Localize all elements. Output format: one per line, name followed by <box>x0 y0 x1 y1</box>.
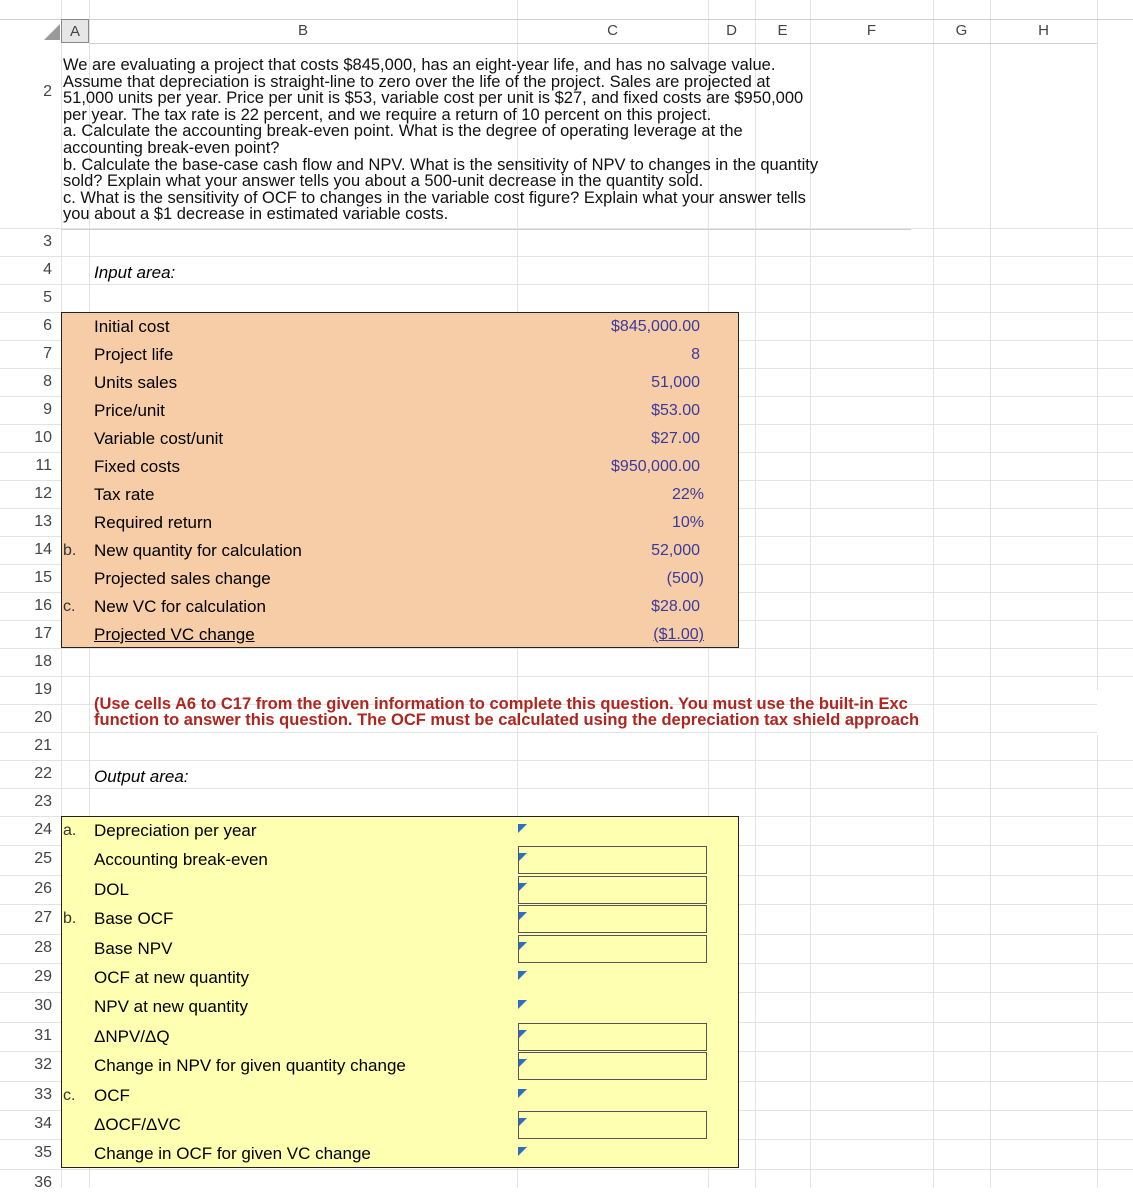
input-value-cell[interactable]: $845,000.00 <box>611 318 700 335</box>
row-header-20[interactable]: 20 <box>34 709 52 726</box>
row-header-32[interactable]: 32 <box>34 1056 52 1073</box>
row-header-36[interactable]: 36 <box>34 1174 52 1191</box>
row-header-34[interactable]: 34 <box>34 1115 52 1132</box>
row-header-17[interactable]: 17 <box>34 625 52 642</box>
grid-row-line <box>0 760 1133 761</box>
input-value-cell[interactable]: 52,000 <box>651 542 700 559</box>
answer-input-cell[interactable] <box>518 1052 707 1080</box>
input-value-cell[interactable]: (500) <box>666 570 704 587</box>
row-header-18[interactable]: 18 <box>34 653 52 670</box>
answer-input-cell[interactable] <box>518 993 707 1021</box>
problem-line: a. Calculate the accounting break-even point. What is the degree of operating leverage at the <box>63 122 743 141</box>
input-label: New VC for calculation <box>94 597 266 616</box>
grid-row-line <box>0 788 1133 789</box>
grid-col-line <box>933 0 934 1188</box>
input-value-cell[interactable]: 22% <box>671 486 704 503</box>
grid-col-line <box>1097 0 1098 1188</box>
column-header-g[interactable]: G <box>933 19 990 44</box>
column-header-c[interactable]: C <box>517 19 708 44</box>
input-value-cell[interactable]: 51,000 <box>651 374 700 391</box>
output-label: Base OCF <box>94 909 174 928</box>
output-label: Change in OCF for given VC change <box>94 1144 371 1163</box>
output-label: Accounting break-even <box>94 850 268 869</box>
problem-line: you about a $1 decrease in estimated variable costs. <box>63 205 449 224</box>
row-header-7[interactable]: 7 <box>43 345 52 362</box>
problem-line: Assume that depreciation is straight-line to zero over the life of the project. Sales are projected at <box>63 72 771 91</box>
input-marker: b. <box>63 542 77 559</box>
row-header-13[interactable]: 13 <box>34 513 52 530</box>
problem-line: accounting break-even point? <box>63 138 280 157</box>
row-header-14[interactable]: 14 <box>34 541 52 558</box>
input-label: Units sales <box>94 373 178 392</box>
column-header-a[interactable]: A <box>61 19 89 43</box>
input-value-cell[interactable]: $950,000.00 <box>611 458 700 475</box>
output-label: ΔNPV/ΔQ <box>94 1027 170 1046</box>
output-marker: a. <box>63 822 77 839</box>
problem-line: per year. The tax rate is 22 percent, and we require a return of 10 percent on this project. <box>63 105 712 124</box>
answer-input-cell[interactable] <box>518 1082 707 1110</box>
row-header-5[interactable]: 5 <box>43 289 52 306</box>
row-header-33[interactable]: 33 <box>34 1086 52 1103</box>
output-area-label: Output area: <box>94 767 189 786</box>
answer-input-cell[interactable] <box>518 1111 707 1139</box>
row-header-26[interactable]: 26 <box>34 880 52 897</box>
select-all-corner[interactable] <box>44 24 60 40</box>
output-label: OCF <box>94 1086 130 1105</box>
output-label: ΔOCF/ΔVC <box>94 1115 181 1134</box>
output-label: Change in NPV for given quantity change <box>94 1056 406 1075</box>
instruction-note-line2: function to answer this question. The OCF must be calculated using the depreciation tax shield approach <box>94 711 920 729</box>
input-value-cell[interactable]: $53.00 <box>651 402 700 419</box>
input-label: Fixed costs <box>94 457 180 476</box>
input-value-cell[interactable]: 8 <box>691 346 700 363</box>
answer-input-cell[interactable] <box>518 817 707 845</box>
grid-row-line <box>0 284 1133 285</box>
row-header-2[interactable]: 2 <box>43 83 52 100</box>
output-label: DOL <box>94 880 129 899</box>
answer-input-cell[interactable] <box>518 846 707 874</box>
row-header-24[interactable]: 24 <box>34 821 52 838</box>
grid-col-line <box>990 0 991 1188</box>
answer-input-cell[interactable] <box>518 935 707 963</box>
row-header-27[interactable]: 27 <box>34 909 52 926</box>
column-header-h[interactable]: H <box>990 19 1097 44</box>
output-label: OCF at new quantity <box>94 968 249 987</box>
answer-input-cell[interactable] <box>518 905 707 933</box>
input-label: Price/unit <box>94 401 165 420</box>
row-header-15[interactable]: 15 <box>34 569 52 586</box>
grid-row-line <box>0 256 1133 257</box>
input-value-cell[interactable]: $27.00 <box>651 430 700 447</box>
input-label: Projected sales change <box>94 569 271 588</box>
problem-cell-border <box>61 54 911 230</box>
grid-row-line <box>0 676 1133 677</box>
input-label: Tax rate <box>94 485 155 504</box>
grid-row-line <box>0 648 1133 649</box>
problem-line: c. What is the sensitivity of OCF to changes in the variable cost figure? Explain what your answer tells <box>63 188 806 207</box>
input-label: Projected VC change <box>94 625 255 644</box>
row-header-28[interactable]: 28 <box>34 939 52 956</box>
input-label: Initial cost <box>94 317 170 336</box>
problem-line: 51,000 units per year. Price per unit is $53, variable cost per unit is $27, and fixed costs are $950,000 <box>63 89 804 108</box>
row-header-29[interactable]: 29 <box>34 968 52 985</box>
answer-input-cell[interactable] <box>518 1140 707 1168</box>
row-header-19[interactable]: 19 <box>34 681 52 698</box>
answer-input-cell[interactable] <box>518 876 707 904</box>
output-label: Depreciation per year <box>94 821 257 840</box>
output-label: Base NPV <box>94 939 173 958</box>
row-header-23[interactable]: 23 <box>34 793 52 810</box>
row-header-4[interactable]: 4 <box>43 261 52 278</box>
note-overflow-mask <box>1097 690 1133 735</box>
output-marker: c. <box>63 1087 76 1104</box>
input-label: Project life <box>94 345 174 364</box>
row-header-25[interactable]: 25 <box>34 850 52 867</box>
row-header-9[interactable]: 9 <box>43 401 52 418</box>
row-header-35[interactable]: 35 <box>34 1144 52 1161</box>
input-area-label: Input area: <box>94 263 176 282</box>
row-header-6[interactable]: 6 <box>43 317 52 334</box>
output-label: NPV at new quantity <box>94 997 249 1016</box>
row-header-16[interactable]: 16 <box>34 597 52 614</box>
answer-input-cell[interactable] <box>518 1023 707 1051</box>
input-value-cell[interactable]: $28.00 <box>651 598 700 615</box>
grid-row-line <box>0 732 1133 733</box>
input-label: Variable cost/unit <box>94 429 224 448</box>
input-value-cell[interactable]: ($1.00) <box>653 626 704 643</box>
input-value-cell[interactable]: 10% <box>671 514 704 531</box>
output-marker: b. <box>63 910 77 927</box>
row-header-8[interactable]: 8 <box>43 373 52 390</box>
column-header-b[interactable]: B <box>89 19 517 44</box>
input-label: New quantity for calculation <box>94 541 302 560</box>
row-header-12[interactable]: 12 <box>34 485 52 502</box>
column-header-e[interactable]: E <box>755 19 810 44</box>
instruction-note-line1: (Use cells A6 to C17 from the given information to complete this question. You must use the built-in Exc <box>94 695 908 713</box>
row-header-21[interactable]: 21 <box>34 737 52 754</box>
row-header-10[interactable]: 10 <box>34 429 52 446</box>
problem-line: b. Calculate the base-case cash flow and NPV. What is the sensitivity of NPV to changes in the quantity <box>63 155 819 174</box>
input-label: Required return <box>94 513 213 532</box>
row-header-31[interactable]: 31 <box>34 1027 52 1044</box>
row-header-22[interactable]: 22 <box>34 765 52 782</box>
answer-input-cell[interactable] <box>518 964 707 992</box>
grid-row-line <box>0 1169 1133 1170</box>
column-header-d[interactable]: D <box>708 19 755 44</box>
row-header-11[interactable]: 11 <box>35 457 52 474</box>
row-header-30[interactable]: 30 <box>34 997 52 1014</box>
column-header-f[interactable]: F <box>810 19 933 44</box>
problem-line: sold? Explain what your answer tells you about a 500-unit decrease in the quantity sold. <box>63 172 704 191</box>
problem-line: We are evaluating a project that costs $845,000, has an eight-year life, and has no salvage value. <box>63 56 776 74</box>
row-header-3[interactable]: 3 <box>43 233 52 250</box>
input-marker: c. <box>63 598 76 615</box>
